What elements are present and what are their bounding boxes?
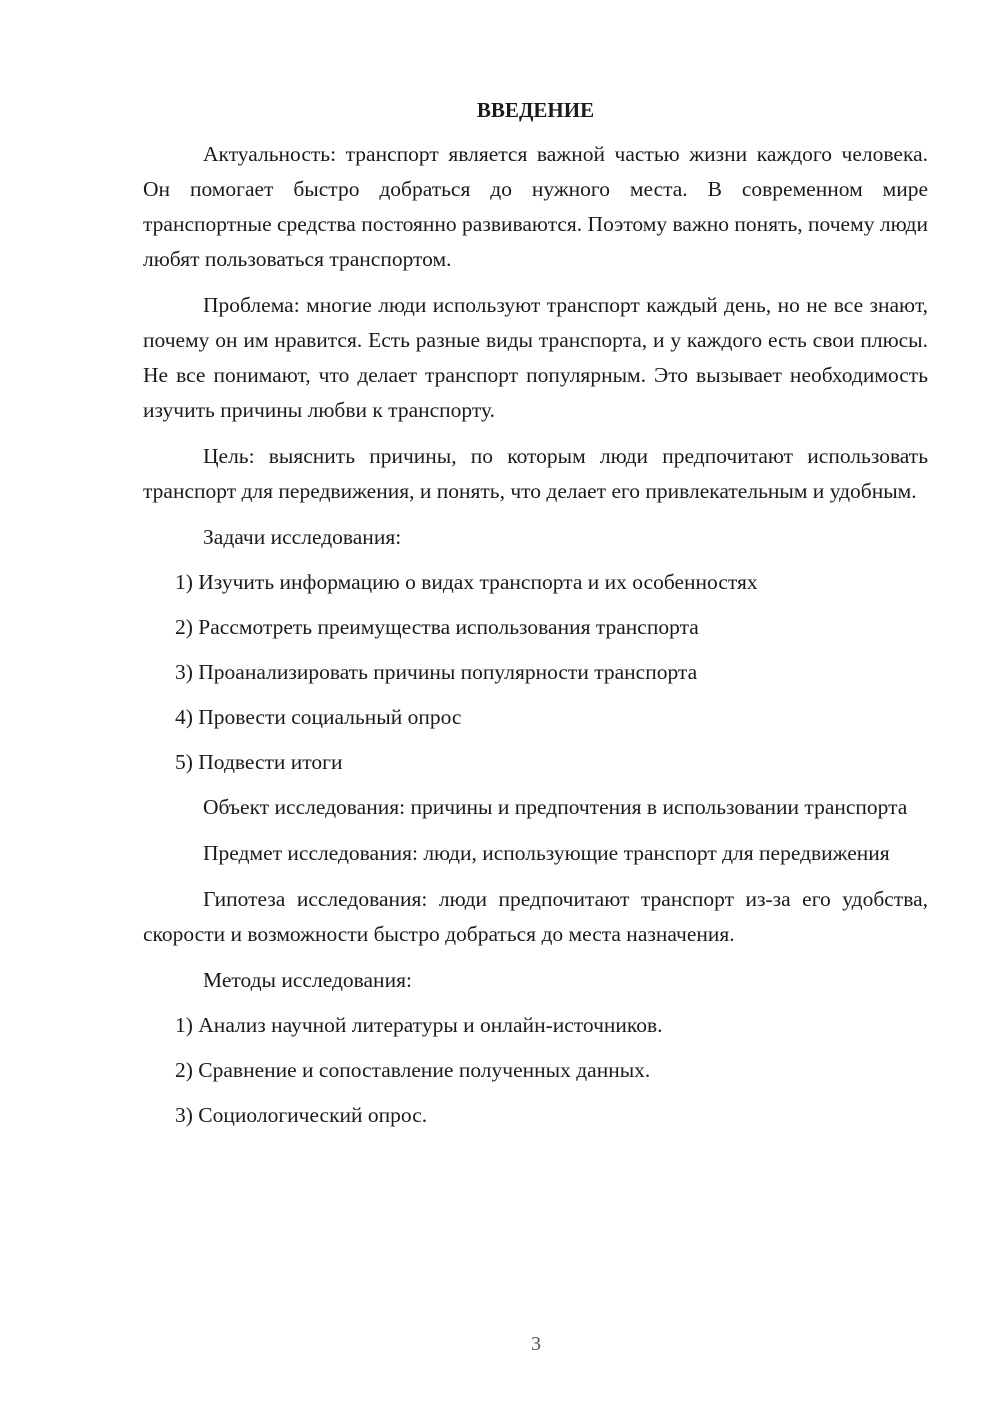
tasks-label: Задачи исследования:	[203, 525, 402, 549]
list-item: 1) Изучить информацию о видах транспорта и их особенностях	[175, 570, 758, 594]
list-item: 2) Рассмотреть преимущества использования транспорта	[175, 615, 699, 639]
list-item: 3) Социологический опрос.	[175, 1103, 428, 1127]
methods-list	[143, 1008, 928, 1133]
section-heading: ВВЕДЕНИЕ	[476, 98, 595, 122]
document-page	[143, 95, 928, 1143]
list-item: 5) Подвести итоги	[175, 750, 343, 774]
hypothesis-paragraph: Гипотеза исследования: люди предпочитают транспорт из-за его удобства, скорости и возможности быстро добраться до места назначения.	[143, 887, 928, 946]
methods-label: Методы исследования:	[203, 968, 412, 992]
list-item: 3) Проанализировать причины популярности транспорта	[175, 660, 698, 684]
tasks-list	[143, 565, 928, 780]
subject-paragraph: Предмет исследования: люди, использующие транспорт для передвижения	[203, 841, 890, 865]
page-number: 3	[531, 1333, 541, 1355]
list-item: 2) Сравнение и сопоставление полученных данных.	[175, 1058, 651, 1082]
list-item: 4) Провести социальный опрос	[175, 705, 462, 729]
goal-paragraph: Цель: выяснить причины, по которым люди предпочитают использовать транспорт для передвижения, и понять, что делает его привлекательным и удобным.	[143, 444, 928, 503]
object-paragraph: Объект исследования: причины и предпочтения в использовании транспорта	[203, 795, 908, 819]
list-item: 1) Анализ научной литературы и онлайн-источников.	[175, 1013, 663, 1037]
problem-paragraph: Проблема: многие люди используют транспорт каждый день, но не все знают, почему он им нравится. Есть разные виды транспорта, и у каждого есть свои плюсы. Не все понимают, что делает транспорт популярным. Это вызывает необходимость изучить причины любви к транспорту.	[143, 293, 928, 422]
relevance-paragraph: Актуальность: транспорт является важной частью жизни каждого человека. Он помогает быстро добраться до нужного места. В современном мире транспортные средства постоянно развиваются. Поэтому важно понять, почему люди любят пользоваться транспортом.	[143, 142, 928, 271]
